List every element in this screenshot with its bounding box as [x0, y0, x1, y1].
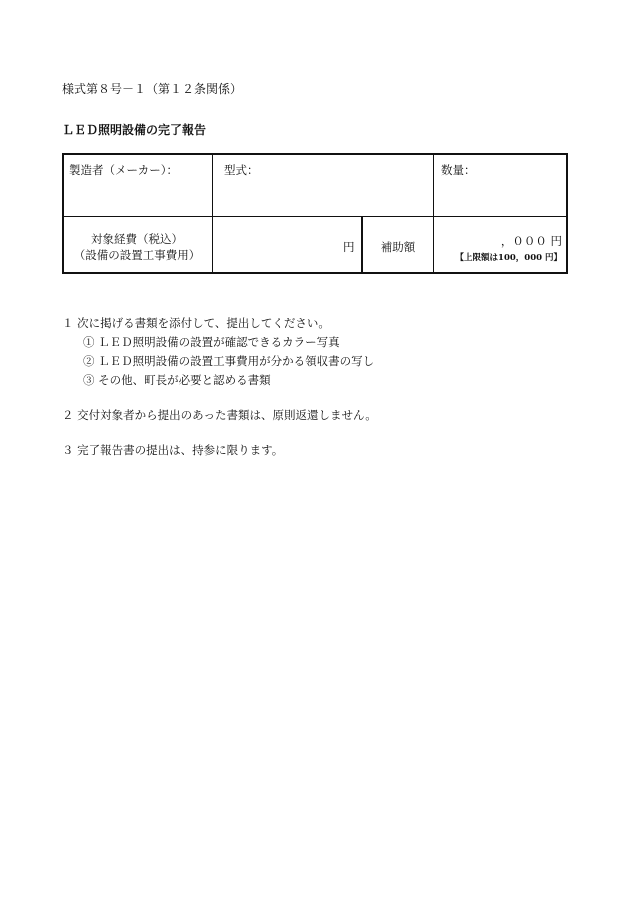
note-subitem-other: ③ その他、町長が必要と認める書類 — [83, 373, 271, 387]
form-number: 様式第８号－１（第１２条関係） — [62, 82, 243, 96]
table-column-divider — [212, 153, 213, 274]
note-subitem-photo: ① ＬＥＤ照明設備の設置が確認できるカラー写真 — [83, 335, 340, 349]
note-subitem-receipt: ② ＬＥＤ照明設備の設置工事費用が分かる領収書の写し — [83, 354, 375, 368]
subsidy-amount: ，０００ 円 — [500, 234, 562, 248]
cost-unit: 円 — [343, 240, 355, 254]
table-row-divider — [62, 216, 568, 217]
cost-label: 対象経費（税込） — [91, 232, 183, 246]
quantity-label: 数量： — [441, 163, 476, 177]
note-item-2: ２ 交付対象者から提出のあった書類は、原則返還しません。 — [62, 408, 377, 422]
table-border-top — [62, 153, 568, 155]
table-border-right — [566, 153, 568, 274]
manufacturer-label: 製造者（メーカー）： — [69, 163, 179, 177]
model-label: 型式： — [224, 163, 259, 177]
note-item-1: １ 次に掲げる書類を添付して、提出してください。 — [62, 316, 330, 330]
cost-label-detail: （設備の設置工事費用） — [73, 248, 201, 262]
subsidy-label: 補助額 — [380, 240, 416, 254]
subsidy-cap-note: 【上限額は100，000 円】 — [455, 253, 562, 263]
notes — [62, 314, 377, 460]
document-title: ＬＥＤ照明設備の完了報告 — [62, 123, 207, 137]
table-border-bottom — [62, 272, 568, 274]
note-item-3: ３ 完了報告書の提出は、持参に限ります。 — [62, 443, 284, 457]
report-table — [62, 153, 568, 274]
